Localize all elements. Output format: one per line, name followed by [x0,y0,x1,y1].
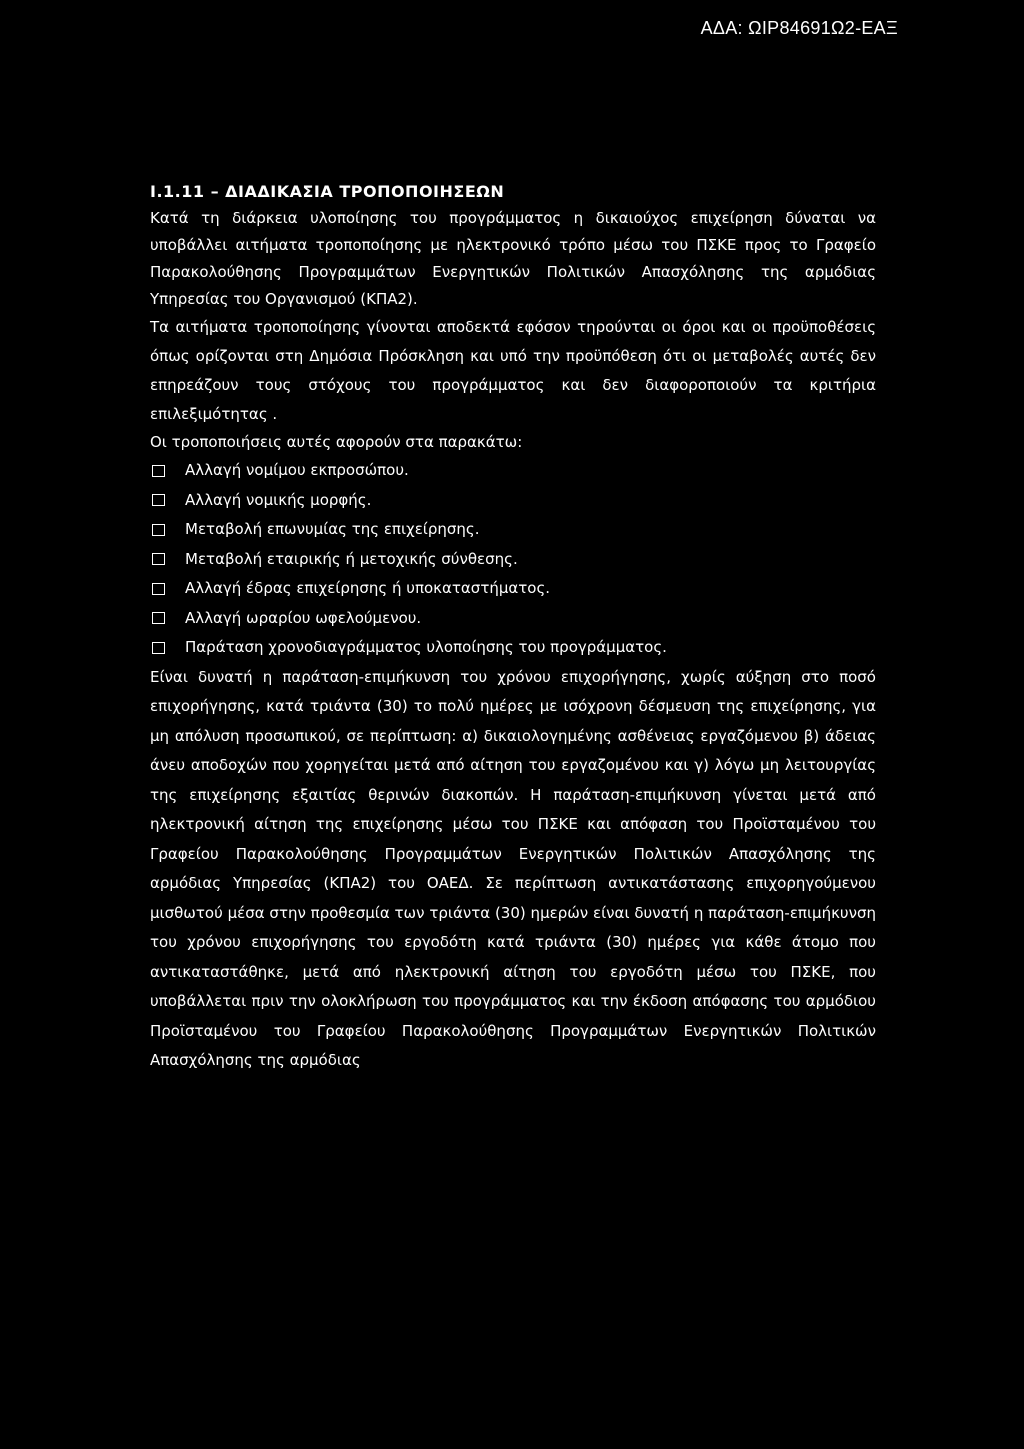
list-item-label: Παράταση χρονοδιαγράμματος υλοποίησης του προγράμματος. [185,638,667,657]
checkbox-icon [152,465,165,477]
checkbox-icon [152,612,165,624]
list-item-label: Αλλαγή έδρας επιχείρησης ή υποκαταστήματος. [185,579,551,598]
checkbox-icon [152,553,165,565]
checkbox-icon [152,524,165,536]
list-item [150,515,876,545]
list-item [150,574,876,604]
checkbox-icon [152,583,165,595]
list-item-label: Αλλαγή νομικής μορφής. [185,490,372,509]
ada-code: ΑΔΑ: ΩΙΡ84691Ω2-ΕΑΞ [700,18,898,38]
list-item [150,486,876,516]
list-item-label: Μεταβολή επωνυμίας της επιχείρησης. [185,520,480,539]
list-item [150,604,876,634]
section-heading: Ι.1.11 – ΔΙΑΔΙΚΑΣΙΑ ΤΡΟΠΟΠΟΙΗΣΕΩΝ [150,182,505,201]
paragraph-conditions: Τα αιτήματα τροποποίησης γίνονται αποδεκτά εφόσον τηρούνται οι όροι και οι προϋποθέσεις όπως ορίζονται στη Δημόσια Πρόσκληση και υπό την προϋπόθεση ότι οι μεταβολές αυτές δεν επηρεάζουν τους στόχους του προγράμματος και δεν διαφοροποιούν τα κριτήρια επιλεξιμότητας . [150,318,876,423]
list-item [150,545,876,575]
list-item-label: Μεταβολή εταιρικής ή μετοχικής σύνθεσης. [185,549,518,568]
paragraph-intro: Κατά τη διάρκεια υλοποίησης του προγράμματος η δικαιούχος επιχείρηση δύναται να υποβάλλει αιτήματα τροποποίησης με ηλεκτρονικό τρόπο μέσω του ΠΣΚΕ προς το Γραφείο Παρακολούθησης Προγραμμάτων Ενεργητικών Πολιτικών Απασχόλησης της αρμόδιας Υπηρεσίας του Οργανισμού (ΚΠΑ2). [150,209,876,308]
list-intro: Οι τροποποιήσεις αυτές αφορούν στα παρακάτω: [150,433,523,451]
modifications-list [150,456,876,663]
list-item-label: Αλλαγή ωραρίου ωφελούμενου. [185,608,422,627]
list-item [150,456,876,486]
list-item-label: Αλλαγή νομίμου εκπροσώπου. [185,461,409,480]
checkbox-icon [152,494,165,506]
paragraph-extension: Είναι δυνατή η παράταση-επιμήκυνση του χρόνου επιχορήγησης, χωρίς αύξηση στο ποσό επιχορήγησης, κατά τριάντα (30) το πολύ ημέρες με ισόχρονη δέσμευση της επιχείρησης, για μη απόλυση προσωπικού, σε περίπτωση: α) δικαιολογημένης ασθένειας εργαζόμενου β) άδειας άνευ αποδοχών που χορηγείται μετά από αίτηση του εργαζομένου και γ) λόγω μη λειτουργίας της επιχείρησης εξαιτίας θερινών διακοπών. Η παράταση-επιμήκυνση γίνεται μετά από ηλεκτρονική αίτηση της επιχείρησης μέσω του ΠΣΚΕ και απόφαση του Προϊσταμένου του Γραφείου Παρακολούθησης Προγραμμάτων Ενεργητικών Πολιτικών Απασχόλησης της αρμόδιας Υπηρεσίας (ΚΠΑ2) του ΟΑΕΔ. Σε περίπτωση αντικατάστασης επιχορηγούμενου μισθωτού μέσα στην προθεσμία των τριάντα (30) ημερών είναι δυνατή η παράταση-επιμήκυνση του χρόνου επιχορήγησης του εργοδότη κατά τριάντα (30) ημέρες για κάθε άτομο που αντικαταστάθηκε, μετά από ηλεκτρονική αίτηση του εργοδότη μέσω του ΠΣΚΕ, που υποβάλλεται πριν την ολοκλήρωση του προγράμματος και την έκδοση απόφασης του αρμόδιου Προϊσταμένου του Γραφείου Παρακολούθησης Προγραμμάτων Ενεργητικών Πολιτικών Απασχόλησης της αρμόδιας [150,667,876,1069]
document-body [150,178,876,1076]
checkbox-icon [152,642,165,654]
list-item [150,633,876,663]
